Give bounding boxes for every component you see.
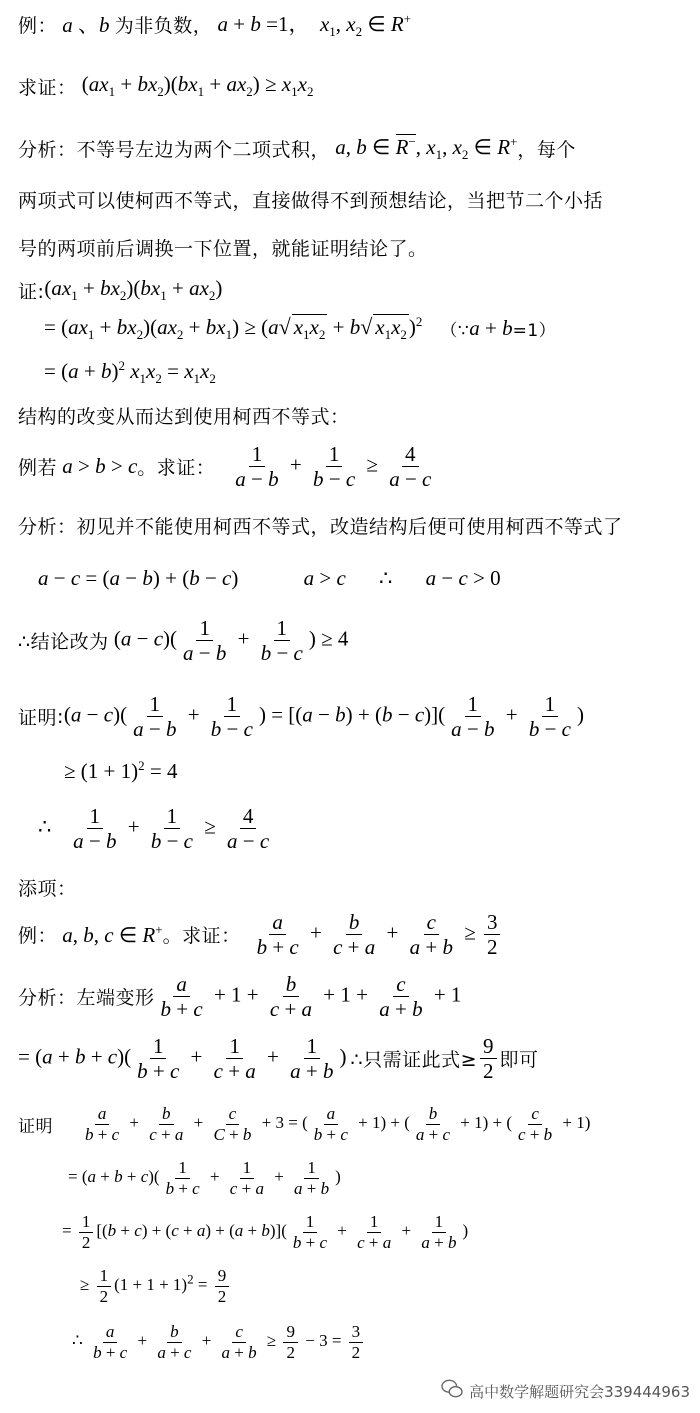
watermark — [441, 1379, 690, 1403]
math-expr: a 、b — [62, 13, 110, 38]
math-expr: $\frac{9}{2}$ — [477, 1034, 500, 1083]
proof-3-line-5 — [72, 1322, 366, 1362]
section-add-term: 添项： — [18, 878, 77, 900]
example-label: 例： — [18, 925, 58, 948]
proof-1-line-2 — [44, 314, 556, 343]
section-structure-change: 结构的改变从而达到使用柯西不等式： — [18, 406, 350, 428]
proof-3-line-2 — [68, 1158, 341, 1198]
text: ，每个 — [517, 139, 576, 162]
text: 不等号左边为两个二项式积， — [76, 139, 331, 162]
math-expr: $\frac{1}{a - b}$ + $\frac{1}{b - c}$ ≥ $\frac{4}{a - c}$ — [235, 442, 432, 492]
prove-statement-1 — [18, 72, 313, 100]
proof-label: 证: — [18, 280, 45, 303]
proof-2-line-2 — [64, 758, 177, 784]
math-expr: ≥ $\frac{1}{2}$ $(1 + 1 + 1)^2$ = $\frac{9}{2}$ — [80, 1266, 232, 1306]
analysis-1-line-1 — [18, 134, 576, 163]
math-expr: ≥ $(1 + 1)^2 = 4$ — [64, 758, 178, 783]
math-expr: = (a + b + c)( $\frac{1}{b + c}$ + $\frac{1}{c + a}$ + $\frac{1}{a + b}$ ) — [68, 1158, 341, 1198]
text: ∴结论改为 — [18, 631, 109, 654]
conclusion-change — [18, 616, 348, 665]
example-1-statement — [18, 8, 411, 40]
math-expr: $\frac{a}{b + c}$ + 1 + $\frac{b}{c + a}$ + 1 + $\frac{c}{a + b}$ + 1 — [160, 972, 462, 1022]
math-expr: $\frac{a}{b + c}$ + $\frac{b}{c + a}$ + $\frac{c}{C + b}$ + 3 = ( $\frac{a}{b + c}$ + 1) + ( $\frac{b}{a + c}$ + 1) + ( $\frac{c}{c + b}$ + 1) — [85, 1104, 591, 1144]
math-expr: = $(ax_1 + bx_2)(ax_2 + bx_1) \ge (a√$ $x_1x_2 + b√$ $x_1x_2)^2$ — [44, 314, 423, 343]
text: 。求证： — [137, 457, 216, 480]
text: 分析：左端变形 — [18, 987, 155, 1010]
math-expr: = $\frac{1}{2}$ [(b + c) + (c + a) + (a + b)]( $\frac{1}{b + c}$ + $\frac{1}{c + a}$ + $\frac{1}{a + b}$ ) — [62, 1212, 469, 1252]
math-expr: $(ax_1 + bx_2)(bx_1 + ax_2) \ge x_1x_2$ — [76, 72, 314, 100]
example-3-statement — [18, 910, 503, 959]
proof-label: 证明 — [18, 707, 58, 730]
proof-3-line-3 — [62, 1212, 468, 1252]
math-expr: = (a + b + c)( $\frac{1}{b + c}$ + $\frac{1}{c + a}$ + $\frac{1}{a + b}$ ) — [18, 1034, 347, 1084]
text: 为非负数， — [114, 14, 213, 37]
proof-2-line-3 — [38, 804, 275, 853]
colon: : — [57, 705, 64, 728]
math-expr: a, b, c ∈ R+ — [62, 921, 163, 947]
proof-2-line-1 — [18, 692, 584, 741]
math-expr: ∴ $\frac{1}{a - b}$ + $\frac{1}{b - c}$ ≥ $\frac{4}{a - c}$ — [38, 804, 270, 854]
math-expr: a + b — [469, 316, 513, 341]
watermark-text: 高中数学解题研究会339444963 — [469, 1382, 690, 1401]
analysis-3-line-2 — [18, 1034, 539, 1083]
text: 。求证： — [162, 925, 241, 948]
math-expr: = $(a + b)^2$ $x_1x_2 = x_1x_2$ — [44, 358, 216, 387]
since-label: （∵ — [440, 321, 470, 342]
example-label: 例： — [18, 14, 58, 37]
proof-3-line-4 — [80, 1266, 232, 1306]
math-expr: $(ax_1 + bx_2)(bx_1 + ax_2)$ — [44, 276, 223, 304]
wechat-icon — [441, 1379, 463, 1403]
math-expr: a + b =1， $x_1$, $x_2$ ∈ R+ — [217, 11, 412, 40]
analysis-2-math — [38, 566, 501, 591]
math-expr: $\frac{a}{b + c}$ + $\frac{b}{c + a}$ + $\frac{c}{a + b}$ ≥ $\frac{3}{2}$ — [251, 910, 504, 959]
proof-label: 证明 — [18, 1116, 53, 1137]
analysis-3-line-1 — [18, 972, 461, 1021]
analysis-1-line-3: 号的两项前后调换一下位置，就能证明结论了。 — [18, 238, 428, 260]
math-expr: (a − c)( $\frac{1}{a - b}$ + $\frac{1}{b - c}$ ) ≥ 4 — [108, 616, 349, 666]
math-expr: a, b ∈ R−, $x_1$, $x_2$ ∈ R+ — [335, 134, 518, 163]
proof-1-line-3 — [44, 358, 216, 387]
math-expr: (a − c)( $\frac{1}{a - b}$ + $\frac{1}{b - c}$ ) = [(a − b) + (b − c)]( $\frac{1}{a - b}$ + $\frac{1}{b - c}$ ) — [63, 692, 584, 742]
text: 例若 — [18, 457, 58, 480]
analysis-1-line-2: 两项式可以使柯西不等式，直接做得不到预想结论，当把节二个小括 — [18, 190, 604, 212]
math-expr: a > b > c — [62, 454, 138, 479]
analysis-label: 分析： — [18, 139, 77, 162]
text: 即可 — [499, 1049, 539, 1072]
text: ∴只需证此式≥ — [350, 1049, 477, 1072]
proof-1-line-1 — [18, 276, 222, 304]
math-expr: a − c = (a − b) + (b − c) a > c ∴ a − c > 0 — [38, 566, 501, 590]
proof-3-line-1 — [18, 1104, 590, 1144]
example-2-statement — [18, 442, 437, 491]
prove-label: 求证： — [18, 76, 77, 99]
since-close: =1） — [512, 321, 557, 342]
analysis-2: 分析：初见并不能使用柯西不等式，改造结构后便可使用柯西不等式了 — [18, 516, 623, 538]
math-expr: ∴ $\frac{a}{b + c}$ + $\frac{b}{a + c}$ + $\frac{c}{a + b}$ ≥ $\frac{9}{2}$ − 3 = $\frac{3}{2}$ — [72, 1322, 366, 1362]
